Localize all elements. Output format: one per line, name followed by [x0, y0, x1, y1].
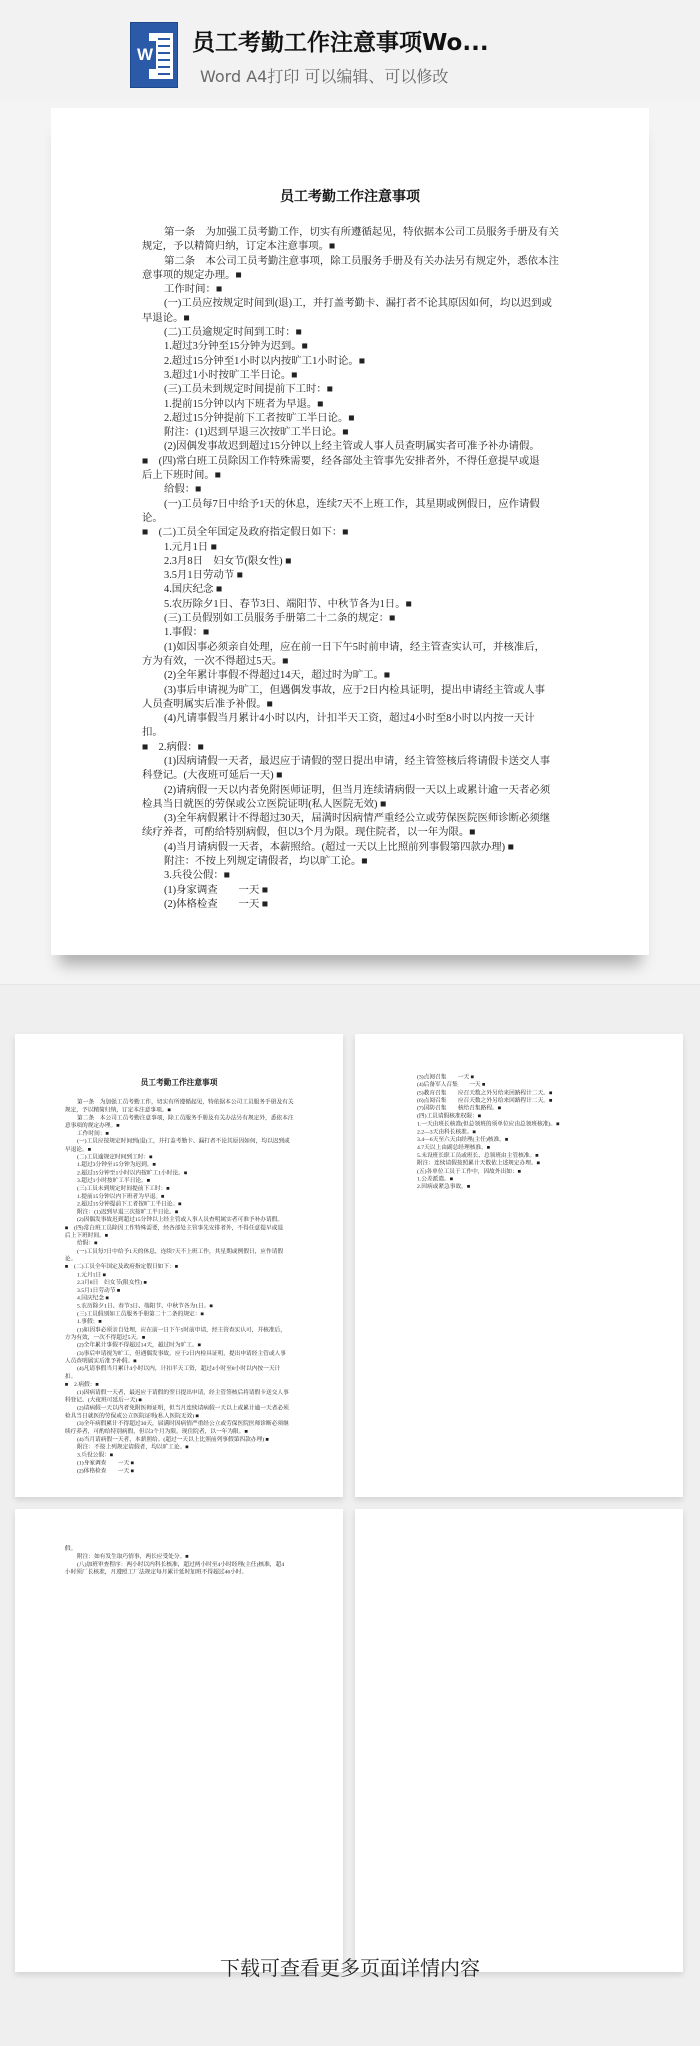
text-line: (4)后备军人召集 一天 ■ [416, 1081, 486, 1088]
thumbnail-page-1[interactable] [15, 1034, 343, 1497]
text-line: (2)全年累计事假不得超过14天，超过时为旷工。■ [76, 1342, 202, 1349]
text-line: 科登记。(大夜班可延后一天) ■ [142, 770, 283, 782]
text-line: 科登记。(大夜班可延后一天) ■ [64, 1397, 142, 1404]
text-line: (一)工员每7日中给予1天的休息，连续7天不上班工作，其星期或例假日，应作请假 [76, 1248, 284, 1255]
text-line: 扣。 [142, 727, 163, 739]
text-line: (5)教育召集 应召天数之外另给来回路程计二天。■ [416, 1089, 553, 1096]
text-line: (1)因病请假一天者，最迟应于请假的翌日提出申请，经主管签核后将请假卡送交人事 [76, 1389, 289, 1396]
text-line: 1.提前15分钟以内下班者为早退。■ [164, 398, 324, 410]
text-line: (2)体格检查 一天 ■ [76, 1467, 135, 1474]
text-line: 4.国庆纪念 ■ [76, 1295, 109, 1302]
text-line: 3.超过1小时按旷工半日论。■ [164, 369, 298, 381]
text-line: 检具当日就医的劳保或公立医院证明(私人医院无效) ■ [142, 798, 387, 810]
thumbnail-body [65, 1099, 295, 1475]
text-line: 工作时间：■ [76, 1130, 109, 1137]
text-line: 续疗养者，可酌给特别病假，但以3个月为限。现住院者，以一年为限。■ [64, 1428, 248, 1435]
text-line: 1.一天由班长核准(但总领班的须单位应由总领班核准)。■ [416, 1121, 560, 1128]
text-line: 3.超过1小时按旷工半日论。■ [76, 1177, 151, 1184]
text-line: 附注：(1)迟到早退三次按旷工半日论。■ [164, 427, 349, 439]
page-1-content [51, 108, 649, 955]
text-line: ■ 2.病假：■ [142, 741, 204, 753]
text-line: (一)工员应按规定时间到(退)工，并打盖考勤卡、漏打者不论其原因如何，均以迟到或 [164, 298, 552, 310]
text-line: 2.超过15分钟至1小时以内按旷工1小时论。■ [164, 355, 366, 367]
document-body [142, 226, 562, 912]
text-line: 2.超过15分钟至1小时以内按旷工1小时论。■ [76, 1169, 188, 1176]
text-line: (三)工员未到规定时间提前下工时：■ [164, 384, 334, 396]
text-line: 1.超过3分钟至15分钟为迟到。■ [76, 1162, 156, 1169]
text-line: 5.农历除夕1日、春节3日、端阳节、中秋节各为1日。■ [164, 598, 412, 610]
text-line: 附注：连续请假按照累计天数依上述规定办理。■ [416, 1160, 541, 1167]
text-line: 意事项的规定办理。■ [142, 269, 242, 281]
text-line: 工作时间：■ [164, 284, 223, 296]
thumbnail-page-4[interactable] [355, 1509, 683, 1972]
text-line: (4)当月请病假一天者，本薪照给。(超过一天以上比照前列事假第四款办理) ■ [76, 1436, 269, 1443]
text-line: 论。 [142, 512, 163, 524]
thumbnail-page-2-content [355, 1034, 683, 1497]
document-title: 员工考勤工作注意事项Wo... [192, 30, 489, 56]
text-line: 规定，予以精简归纳，订定本注意事项。■ [64, 1107, 171, 1114]
text-line: 2.3月8日 妇女节(限女性) ■ [76, 1279, 147, 1286]
text-line: (一)工员应按规定时间到(退)工，并打盖考勤卡、漏打者不论其原因如何，均以迟到或 [76, 1138, 290, 1145]
text-line: (2)请病假一天以内者免附医师证明，但当月连续请病假一天以上或累计逾一天者必须 [164, 784, 551, 796]
text-line: 1.元月1日 ■ [76, 1271, 107, 1278]
text-line: (2)因偶发事故迟到超过15分钟以上经主管或人事人员查明属实者可准予补办请假。 [76, 1216, 284, 1223]
text-line: 第二条 本公司工员考勤注意事项，除工员服务手册及有关办法另有规定外，悉依本注 [164, 255, 559, 267]
text-line: (1)身家调查 一天 ■ [164, 884, 269, 896]
text-line: 1.事假：■ [164, 627, 210, 639]
text-line: 5.农历除夕1日、春节3日、端阳节、中秋节各为1日。■ [76, 1303, 213, 1310]
text-line: 2.3月8日 妇女节(限女性) ■ [164, 555, 292, 567]
text-line: 3.4—6天至六天由经理(主任)核准。■ [416, 1136, 509, 1143]
text-line: 人员查明属实后准予补假。■ [64, 1358, 137, 1365]
text-line: (1)如因事必须亲自处理，应在前一日下午5时前申请，经主管查实认可，并核准后， [164, 641, 545, 653]
text-line: (1)身家调查 一天 ■ [76, 1459, 135, 1467]
word-document-icon [130, 22, 178, 88]
text-line: 假。 [64, 1545, 77, 1552]
page-title: 员工考勤工作注意事项 [280, 189, 420, 205]
thumbnail-body [65, 1545, 295, 1576]
text-line: 给假：■ [76, 1240, 98, 1247]
text-line: 3.5月1日劳动节 ■ [76, 1287, 121, 1294]
text-line: 附注：不按上列规定请假者，均以旷工论。■ [76, 1444, 189, 1451]
text-line: 第二条 本公司工员考勤注意事项，除工员服务手册及有关办法另有规定外，悉依本注 [76, 1114, 294, 1121]
text-line: (二)工员逾规定时间到工时：■ [76, 1154, 153, 1161]
text-line: (1)因病请假一天者，最迟应于请假的翌日提出申请，经主管签核后将请假卡送交人事 [164, 755, 551, 767]
text-line: (4)凡请事假当月累计4小时以内，计扣半天工资，超过4小时至8小时以内按一天计 [76, 1365, 281, 1372]
text-line: (6)点阅召集 应召天数之外另给来回路程计二天。■ [416, 1097, 553, 1104]
text-line: 2.超过15分钟提前下工者按旷工半日论。■ [76, 1201, 182, 1208]
text-line: 2.因病或紧急事故。■ [416, 1183, 471, 1190]
text-line: 第一条 为加强工员考勤工作，切实有所遵循起见，特依据本公司工员服务手册及有关 [164, 227, 559, 238]
text-line: ■ (二)工员全年国定及政府指定假日如下：■ [64, 1263, 179, 1270]
thumbnail-body [405, 1073, 635, 1191]
text-line: 早退论。■ [64, 1146, 92, 1153]
text-line: 检具当日就医的劳保或公立医院证明(私人医院无效) ■ [64, 1412, 199, 1419]
text-line: (3)事后申请视为旷工，但遇偶发事故，应于2日内检具证明，提出申请经主管或人事 [76, 1350, 286, 1357]
text-line: (4)凡请事假当月累计4小时以内，计扣半天工资，超过4小时至8小时以内按一天计 [164, 713, 535, 725]
text-line: 论。 [64, 1256, 77, 1263]
text-line: (2)体格检查 一天 ■ [164, 898, 269, 910]
text-line: 1.元月1日 ■ [164, 541, 218, 553]
text-line: (三)工员假别如工员服务手册第二十二条的规定：■ [164, 613, 396, 625]
text-line: 后上下班时间。■ [142, 470, 222, 482]
text-line: 小时须厂长核准，月遵照工厂法规定每月累计延时加班不得超过46小时。 [64, 1569, 248, 1576]
thumbnail-page-3[interactable] [15, 1509, 343, 1972]
thumbnail-page-1-content [15, 1034, 343, 1497]
text-line: (3)事后申请视为旷工，但遇偶发事故，应于2日内检具证明，提出申请经主管或人事 [164, 684, 545, 696]
text-line: 3.5月1日劳动节 ■ [164, 570, 244, 582]
text-line: (八)加班审查程序：两小时以内科长核准，超过两小时至4小时经理(主任)核准，超4 [76, 1561, 285, 1568]
text-line: 附注：如有发生取巧情事，两长应受处分。■ [76, 1553, 189, 1560]
thumbnail-page-3-content [15, 1509, 343, 1972]
text-line: 人员查明属实后准予补假。■ [142, 698, 273, 710]
text-line: (3)点阅召集 一天 ■ [416, 1074, 475, 1081]
document-subtitle: Word A4打印 可以编辑、可以修改 [200, 67, 449, 86]
text-line: (三)工员假别如工员服务手册第二十二条的规定：■ [76, 1311, 204, 1318]
text-line: (二)工员逾规定时间到工时：■ [164, 327, 302, 339]
text-line: ■ (四)常白班工员除因工作特殊需要，经各部处主管事先安排者外，不得任意提早或退 [142, 455, 540, 467]
text-line: (四)工员请假核准权限：■ [416, 1113, 482, 1120]
text-line: (三)工员未到规定时间提前下工时：■ [76, 1185, 170, 1192]
text-line: (3)全年病假累计不得超过30天，届满时因病情严重经公立或劳保医院医师诊断必须继 [76, 1420, 289, 1427]
text-line: 4.国庆纪念 ■ [164, 584, 223, 596]
download-hint: 下载可查看更多页面详情内容 [220, 1956, 480, 1980]
header [0, 0, 700, 100]
thumbnail-page-title: 员工考勤工作注意事项 [140, 1078, 218, 1088]
text-line: 早退论。■ [142, 312, 190, 324]
text-line: 1.事假：■ [76, 1318, 102, 1325]
word-icon-letter: W [134, 41, 156, 69]
text-line: 第一条 为加强工员考勤工作，切实有所遵循起见，特依据本公司工员服务手册及有关 [76, 1099, 294, 1106]
text-line: 3.兵役公假：■ [76, 1452, 114, 1459]
text-line: ■ 2.病假：■ [64, 1381, 99, 1388]
text-line: 3.兵役公假：■ [164, 870, 231, 882]
text-line: 方为有效，一次不得超过5天。■ [64, 1334, 146, 1341]
text-line: (1)如因事必须亲自处理，应在前一日下午5时前申请，经主管查实认可，并核准后， [76, 1326, 286, 1333]
text-line: 附注：不按上列规定请假者，均以旷工论。■ [164, 856, 368, 868]
text-line: (2)请病假一天以内者免附医师证明，但当月连续请病假一天以上或累计逾一天者必须 [76, 1405, 289, 1412]
thumbnail-page-2[interactable] [355, 1034, 683, 1497]
text-line: (2)因偶发事故迟到超过15分钟以上经主管或人事人员查明属实者可准予补办请假。 [164, 441, 540, 453]
text-line: 1.提前15分钟以内下班者为早退。■ [76, 1193, 165, 1200]
text-line: 意事项的规定办理。■ [64, 1122, 120, 1129]
text-line: 方为有效，一次不得超过5天。■ [142, 655, 289, 667]
text-line: 4.7天以上由副总经理核准。■ [416, 1144, 491, 1151]
text-line: ■ (二)工员全年国定及政府指定假日如下：■ [142, 527, 349, 539]
text-line: 2.超过15分钟提前下工者按旷工半日论。■ [164, 412, 355, 424]
text-line: (3)全年病假累计不得超过30天，届满时因病情严重经公立或劳保医院医师诊断必须继 [164, 813, 551, 825]
text-line: 5.未设班长职工员或班长、总领班由主管核准。■ [416, 1152, 539, 1159]
text-line: (五)各单位工员于工作中，因故外出如：■ [416, 1168, 522, 1175]
text-line: (2)全年累计事假不得超过14天，超过时为旷工。■ [164, 670, 391, 682]
text-line: 规定，予以精简归纳，订定本注意事项。■ [142, 241, 336, 253]
text-line: 给假：■ [164, 484, 202, 496]
text-line: 2.2—3天由科长核准。■ [416, 1128, 476, 1135]
text-line: (7)国防召集 核给召集路程。■ [416, 1105, 502, 1112]
text-line: 1.超过3分钟至15分钟为迟到。■ [164, 341, 308, 353]
text-line: 扣。 [64, 1373, 77, 1380]
main-page-preview [51, 108, 649, 955]
text-line: 后上下班时间。■ [64, 1232, 109, 1239]
text-line: 1.公差派遣。■ [416, 1175, 454, 1183]
text-line: ■ (四)常白班工员除因工作特殊需要，经各部处主管事先安排者外，不得任意提早或退 [64, 1224, 284, 1231]
text-line: 附注：(1)迟到早退三次按旷工半日论。■ [76, 1209, 179, 1216]
text-line: (4)当月请病假一天者，本薪照给。(超过一天以上比照前列事假第四款办理) ■ [164, 841, 515, 853]
text-line: (一)工员每7日中给予1天的休息，连续7天不上班工作，其星期或例假日，应作请假 [164, 498, 540, 510]
text-line: 续疗养者，可酌给特别病假，但以3个月为限。现住院者，以一年为限。■ [142, 827, 476, 839]
